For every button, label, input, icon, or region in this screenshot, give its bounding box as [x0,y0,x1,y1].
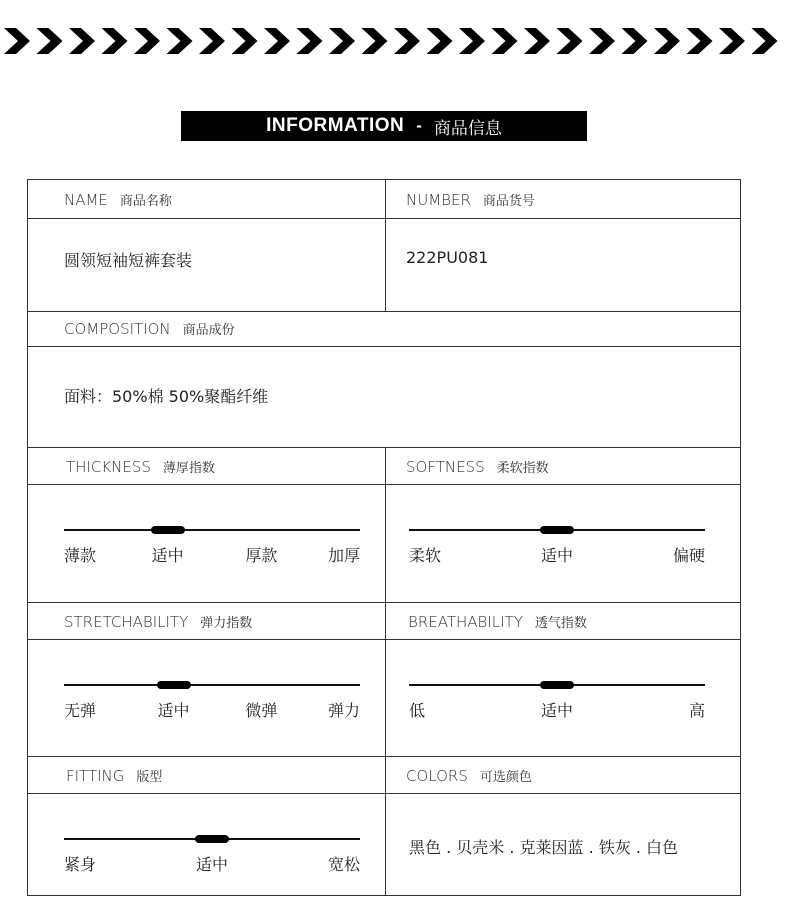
chevron-icon [752,28,778,54]
breathability-label [408,612,587,631]
chevron-icon [427,28,453,54]
composition-label [64,319,235,338]
scale-track [64,529,360,531]
table-divider [28,447,740,448]
stretchability-label-cn: 弹力指数 [200,616,253,631]
product-info-table [27,179,741,896]
title-separator: - [416,116,422,135]
scale-label: 柔软 [409,546,442,565]
fitting-label-en: FITTING [66,767,125,785]
chevron-icon [167,28,193,54]
scale-marker [157,681,191,689]
chevron-icon [4,28,30,54]
colors-label-cn: 可选颜色 [479,770,532,785]
scale-label: 低 [409,701,426,720]
stretchability-label-en: STRETCHABILITY [64,613,189,631]
product-name-value: 圆领短袖短裤套装 [64,251,193,270]
scale-label: 紧身 [64,855,97,874]
chevron-icon [394,28,420,54]
scale-labels [64,852,360,874]
table-divider [28,346,740,347]
chevron-icon [654,28,680,54]
scale-track [64,684,360,686]
scale-label: 宽松 [327,855,360,874]
chevron-icon [719,28,745,54]
chevron-icon [102,28,128,54]
scale-label: 高 [688,701,705,720]
table-divider [28,639,740,640]
number-label-en: NUMBER [406,191,471,209]
scale-marker [195,835,229,843]
composition-label-cn: 商品成份 [182,323,235,338]
chevron-icon [687,28,713,54]
scale-marker [540,681,574,689]
colors-label [406,766,532,785]
name-label-en: NAME [64,191,108,209]
scale-labels [409,698,705,720]
breathability-label-en: BREATHABILITY [408,613,523,631]
title-english: INFORMATION [266,115,405,136]
scale-label: 厚款 [245,546,278,565]
scale-label: 适中 [157,701,190,720]
scale-labels [64,698,360,720]
softness-label-en: SOFTNESS [406,458,485,476]
scale-label: 弹力 [327,701,360,720]
colors-label-en: COLORS [406,767,468,785]
chevron-icon [362,28,388,54]
number-label [406,190,535,209]
softness-label-cn: 柔软指数 [496,461,549,476]
column-divider [385,447,386,895]
chevron-icon [329,28,355,54]
product-number-value: 222PU081 [406,248,489,267]
table-divider [28,484,740,485]
thickness-label-cn: 薄厚指数 [162,461,215,476]
scale-labels [64,543,360,565]
table-divider [28,602,740,603]
scale-label: 适中 [540,701,573,720]
chevron-border-decoration [0,26,790,56]
name-label [64,190,172,209]
title-chinese: 商品信息 [433,118,502,139]
breathability-label-cn: 透气指数 [534,616,587,631]
table-divider [28,218,740,219]
table-divider [28,311,740,312]
chevron-icon [232,28,258,54]
fitting-label [66,766,162,785]
scale-label: 无弹 [64,701,97,720]
chevron-icon [134,28,160,54]
scale-label: 微弹 [245,701,278,720]
chevron-icon [459,28,485,54]
scale-label: 适中 [540,546,573,565]
chevron-icon [199,28,225,54]
scale-label: 加厚 [327,546,360,565]
table-divider [28,793,740,794]
chevron-icon [622,28,648,54]
softness-label [406,457,549,476]
stretchability-label [64,612,252,631]
chevron-icon [297,28,323,54]
section-title-bar [181,111,587,141]
thickness-label-en: THICKNESS [66,458,151,476]
scale-labels [409,543,705,565]
scale-marker [151,526,185,534]
thickness-label [66,457,215,476]
scale-marker [540,526,574,534]
name-label-cn: 商品名称 [119,194,172,209]
column-divider [385,180,386,311]
fitting-label-cn: 版型 [136,770,163,785]
chevron-icon [37,28,63,54]
composition-label-en: COMPOSITION [64,320,171,338]
scale-label: 适中 [151,546,184,565]
composition-value: 面料：50%棉 50%聚酯纤维 [64,387,269,406]
scale-label: 偏硬 [672,546,705,565]
chevron-icon [557,28,583,54]
chevron-icon [69,28,95,54]
chevron-icon [492,28,518,54]
scale-label: 适中 [195,855,228,874]
chevron-icon [264,28,290,54]
colors-value: 黑色 . 贝壳米 . 克莱因蓝 . 铁灰 . 白色 [409,838,679,857]
number-label-cn: 商品货号 [482,194,535,209]
chevron-icon [524,28,550,54]
chevron-icon [589,28,615,54]
scale-label: 薄款 [64,546,97,565]
table-divider [28,756,740,757]
